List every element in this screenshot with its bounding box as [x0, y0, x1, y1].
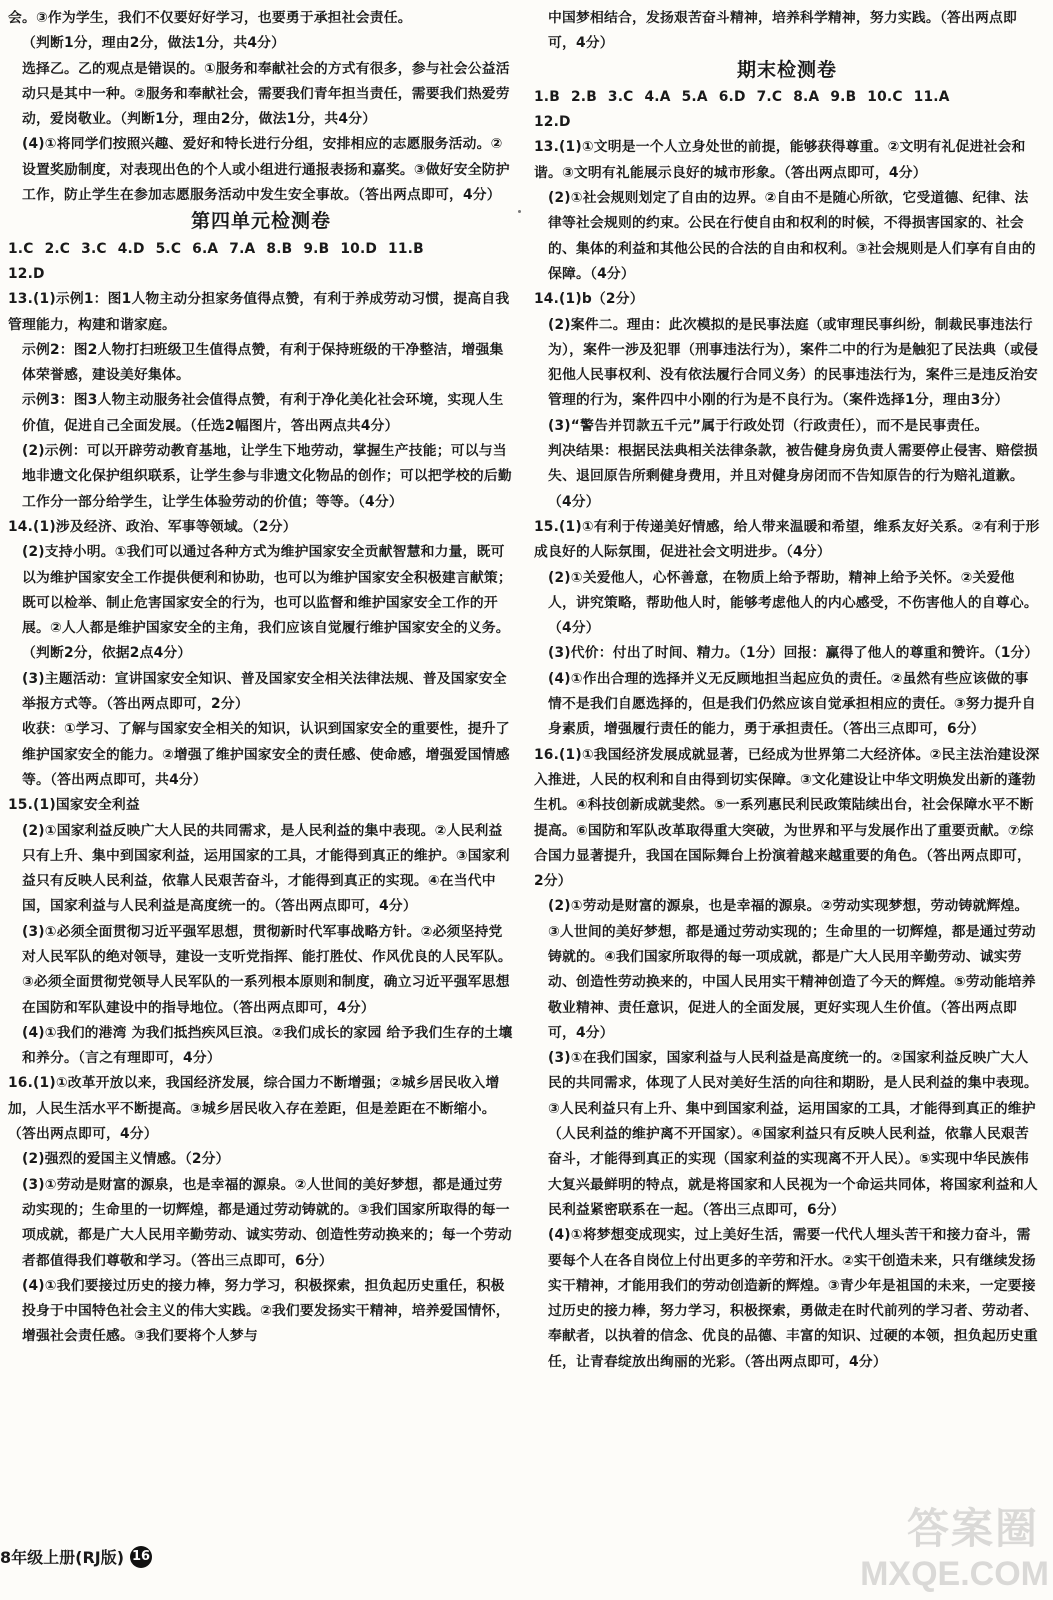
paragraph: (3)主题活动：宣讲国家安全知识、普及国家安全相关法律法规、普及国家安全举报方式等。（答出两点即可，2分） — [22, 670, 507, 713]
paragraph: 14.(1)涉及经济、政治、军事等领域。（2分） — [8, 518, 297, 535]
section-heading: 第四单元检测卷 — [190, 210, 331, 233]
footer-label: 8年级上册(RJ版) — [0, 1548, 125, 1567]
paragraph: 13.(1)示例1：图1人物主动分担家务值得点赞，有利于养成劳动习惯，提高自我管理能力，构建和谐家庭。 — [8, 291, 510, 333]
paragraph: (3)①必须全面贯彻习近平强军思想，贯彻新时代军事战略方针。②必须坚持党对人民军队的绝对领导，建设一支听党指挥、能打胜仗、作风优良的人民军队。③必须全面贯彻党领导人民军队的一系列根本原则和制度，确立习近平强军思想在国防和军队建设中的指导地位。（答出两点即可，4分） — [22, 923, 512, 1016]
paragraph: (4)①我们要接过历史的接力棒，努力学习，积极探索，担负起历史重任，积极投身于中国特色社会主义的伟大实践。②我们要发扬实干精神，培养爱国情怀，增强社会责任感。③我们要将个人梦与 — [22, 1277, 510, 1345]
paragraph: 15.(1)①有利于传递美好情感，给人带来温暖和希望，维系友好关系。②有利于形成良好的人际氛围，促进社会文明进步。（4分） — [534, 518, 1040, 561]
paragraph: 中国梦相结合，发扬艰苦奋斗精神，培养科学精神，努力实践。（答出两点即可，4分） — [548, 10, 1017, 52]
paragraph: (2)①关爱他人，心怀善意，在物质上给予帮助，精神上给予关怀。②关爱他人，讲究策略，帮助他人时，能够考虑他人的内心感受，不伤害他人的自尊心。（4分） — [548, 569, 1038, 637]
answer-key-row: 1.B 2.B 3.C 4.A 5.A 6.D 7.C 8.A 9.B 10.C 11.A — [534, 88, 950, 105]
watermark-url: MXQE.COM — [860, 1555, 1049, 1593]
paragraph: (2)①社会规则划定了自由的边界。②自由不是随心所欲，它受道德、纪律、法律等社会规则的约束。公民在行使自由和权利的时候，不得损害国家的、社会的、集体的利益和其他公民的合法的自由和权利。③社会规则是人们享有自由的保障。（4分） — [548, 190, 1036, 282]
paragraph: 14.(1)b（2分） — [534, 291, 644, 308]
paragraph: 16.(1)①改革开放以来，我国经济发展，综合国力不断增强；②城乡居民收入增加，人民生活水平不断提高。③城乡居民收入存在差距，但是差距在不断缩小。（答出两点即可，4分） — [8, 1075, 500, 1143]
paragraph: 示例3：图3人物主动服务社会值得点赞，有利于净化美化社会环境，实现人生价值，促进自己全面发展。（任选2幅图片，答出两点共4分） — [22, 392, 504, 434]
answer-key-row: 1.C 2.C 3.C 4.D 5.C 6.A 7.A 8.B 9.B 10.D 11.B — [8, 240, 424, 257]
paragraph: (4)①作出合理的选择并义无反顾地担当起应负的责任。②虽然有些应该做的事情不是我们自愿选择的，但是我们仍然应该自觉承担相应的责任。③努力提升自身素质，增强履行责任的能力，勇于承担责任。（答出三点即可，6分） — [548, 670, 1036, 738]
paragraph: 15.(1)国家安全利益 — [8, 797, 140, 814]
paragraph: (3)①劳动是财富的源泉，也是幸福的源泉。②人世间的美好梦想，都是通过劳动实现的；生命里的一切辉煌，都是通过劳动铸就的。③我们国家所取得的每一项成就，都是广大人民用辛勤劳动、诚实劳动、创造性劳动换来的；每一个劳动者都值得我们尊敬和学习。（答出三点即可，6分） — [22, 1176, 512, 1269]
paragraph: (2)案件二。理由：此次模拟的是民事法庭（或审理民事纠纷，制裁民事违法行为），案件一涉及犯罪（刑事违法行为），案件二中的行为是触犯了民法典（或侵犯他人民事权利、没有依法履行合同义务）的民事违法行为，案件三是违反治安管理的行为，案件四中小刚的行为是不良行为。（案件选择1分，理由3分） — [548, 316, 1039, 409]
paragraph: 16.(1)①我国经济发展成就显著，已经成为世界第二大经济体。②民主法治建设深入推进，人民的权利和自由得到切实保障。③文化建设让中华文明焕发出新的蓬勃生机。④科技创新成就斐然。⑤一系列惠民利民政策陆续出台，社会保障水平不断提高。⑥国防和军队改革取得重大突破，为世界和平与发展作出了重要贡献。⑦综合国力显著提升，我国在国际舞台上扮演着越来越重要的角色。（答出两点即可，2分） — [534, 746, 1040, 890]
paragraph: 判决结果：根据民法典相关法律条款，被告健身房负责人需要停止侵害、赔偿损失、退回原告所剩健身费用，并且对健身房闭而不告知原告的行为赔礼道歉。（4分） — [548, 443, 1038, 510]
paragraph: (4)①我们的港湾 为我们抵挡疾风巨浪。②我们成长的家园 给予我们生存的土壤和养分。（言之有理即可，4分） — [22, 1024, 513, 1067]
paragraph: 示例2：图2人物打扫班级卫生值得点赞，有利于保持班级的干净整洁，增强集体荣誉感，建设美好集体。 — [22, 341, 504, 384]
section-heading: 期末检测卷 — [736, 58, 837, 81]
paragraph: (2)强烈的爱国主义情感。（2分） — [22, 1151, 230, 1168]
watermark-text: 答案圈 — [907, 1504, 1040, 1553]
paragraph: (2)①劳动是财富的源泉，也是幸福的源泉。②劳动实现梦想，劳动铸就辉煌。③人世间的美好梦想，都是通过劳动实现的；生命里的一切辉煌，都是通过劳动铸就的。④我们国家所取得的每一项成就，都是广大人民用辛勤劳动、诚实劳动、创造性劳动换来的，中国人民用实干精神创造了今天的辉煌。⑤劳动能培养敬业精神、责任意识，促进人的全面发展，更好实现人生价值。（答出两点即可，4分） — [548, 898, 1036, 1041]
page-number: 16 — [130, 1546, 152, 1568]
paragraph: (2)①国家利益反映广大人民的共同需求，是人民利益的集中表现。②人民利益只有上升、集中到国家利益，运用国家的工具，才能得到真正的维护。③国家利益只有反映人民利益，依靠人民艰苦奋斗，才能得到真正的实现。④在当代中国，国家利益与人民利益是高度统一的。（答出两点即可，4分） — [22, 822, 510, 915]
paragraph: (4)①将同学们按照兴趣、爱好和特长进行分组，安排相应的志愿服务活动。②设置奖励制度，对表现出色的个人或小组进行通报表扬和嘉奖。③做好安全防护工作，防止学生在参加志愿服务活动中发生安全事故。（答出两点即可，4分） — [22, 136, 510, 204]
page-footer — [0, 1545, 152, 1568]
left-column — [8, 6, 514, 1350]
answer-key-row: 12.D — [534, 114, 571, 131]
paragraph: 13.(1)①文明是一个人立身处世的前提，能够获得尊重。②文明有礼促进社会和谐。③文明有礼能展示良好的城市形象。（答出两点即可，4分） — [534, 139, 1026, 181]
paragraph: (4)①将梦想变成现实，过上美好生活，需要一代代人埋头苦干和接力奋斗，需要每个人在各自岗位上付出更多的辛劳和汗水。②实干创造未来，只有继续发扬实干精神，才能用我们的劳动创造新的辉煌。③青少年是祖国的未来，一定要接过历史的接力棒，努力学习，积极探索，勇做走在时代前列的学习者、劳动者、奉献者，以执着的信念、优良的品德、丰富的知识、过硬的本领，担负起历史重任，让青春绽放出绚丽的光彩。（答出两点即可，4分） — [548, 1227, 1038, 1370]
watermark-logo — [859, 1484, 1049, 1594]
answer-key-row: 12.D — [8, 265, 45, 282]
stray-dot — [518, 210, 521, 213]
paragraph: (3)①在我们国家，国家利益与人民利益是高度统一的。②国家利益反映广大人民的共同需求，体现了人民对美好生活的向往和期盼，是人民利益的集中表现。③人民利益只有上升、集中到国家利益，运用国家的工具，才能得到真正的维护（人民利益的维护离不开国家）。④国家利益只有反映人民利益，依靠人民艰苦奋斗，才能得到真正的实现（国家利益的实现离不开人民）。⑤实现中华民族伟大复兴最鲜明的特点，就是将国家和人民视为一个命运共同体，将国家利益和人民利益紧密联系在一起。（答出三点即可，6分） — [548, 1050, 1038, 1218]
paragraph: (2)支持小明。①我们可以通过各种方式为维护国家安全贡献智慧和力量，既可以为维护国家安全工作提供便利和协助，也可以为维护国家安全积极建言献策；既可以检举、制止危害国家安全的行为，也可以监督和维护国家安全工作的开展。②人人都是维护国家安全的主角，我们应该自觉履行维护国家安全的义务。（判断2分，依据2点4分） — [22, 544, 512, 662]
paragraph: 会。③作为学生，我们不仅要好好学习，也要勇于承担社会责任。 — [8, 10, 412, 26]
paragraph: （判断1分，理由2分，做法1分，共4分） — [22, 35, 286, 52]
paragraph: (3)“警告并罚款五千元”属于行政处罚（行政责任），而不是民事责任。 — [548, 417, 989, 434]
paragraph: 收获：①学习、了解与国家安全相关的知识，认识到国家安全的重要性，提升了维护国家安全的能力。②增强了维护国家安全的责任感、使命感，增强爱国情感等。（答出两点即可，共4分） — [22, 721, 510, 788]
paragraph: (2)示例：可以开辟劳动教育基地，让学生下地劳动，掌握生产技能；可以与当地非遗文化保护组织联系，让学生参与非遗文化物品的创作；可以把学校的后勤工作分一部分给学生，让学生体验劳动的价值；等等。（4分） — [22, 443, 512, 510]
right-column — [534, 6, 1040, 1375]
paragraph: 选择乙。乙的观点是错误的。①服务和奉献社会的方式有很多，参与社会公益活动只是其中一种。②服务和奉献社会，需要我们青年担当责任，需要我们热爱劳动，爱岗敬业。（判断1分，理由2分，做法1分，共4分） — [22, 60, 510, 128]
paragraph: (3)代价：付出了时间、精力。（1分）回报：赢得了他人的尊重和赞许。（1分） — [548, 645, 1039, 662]
